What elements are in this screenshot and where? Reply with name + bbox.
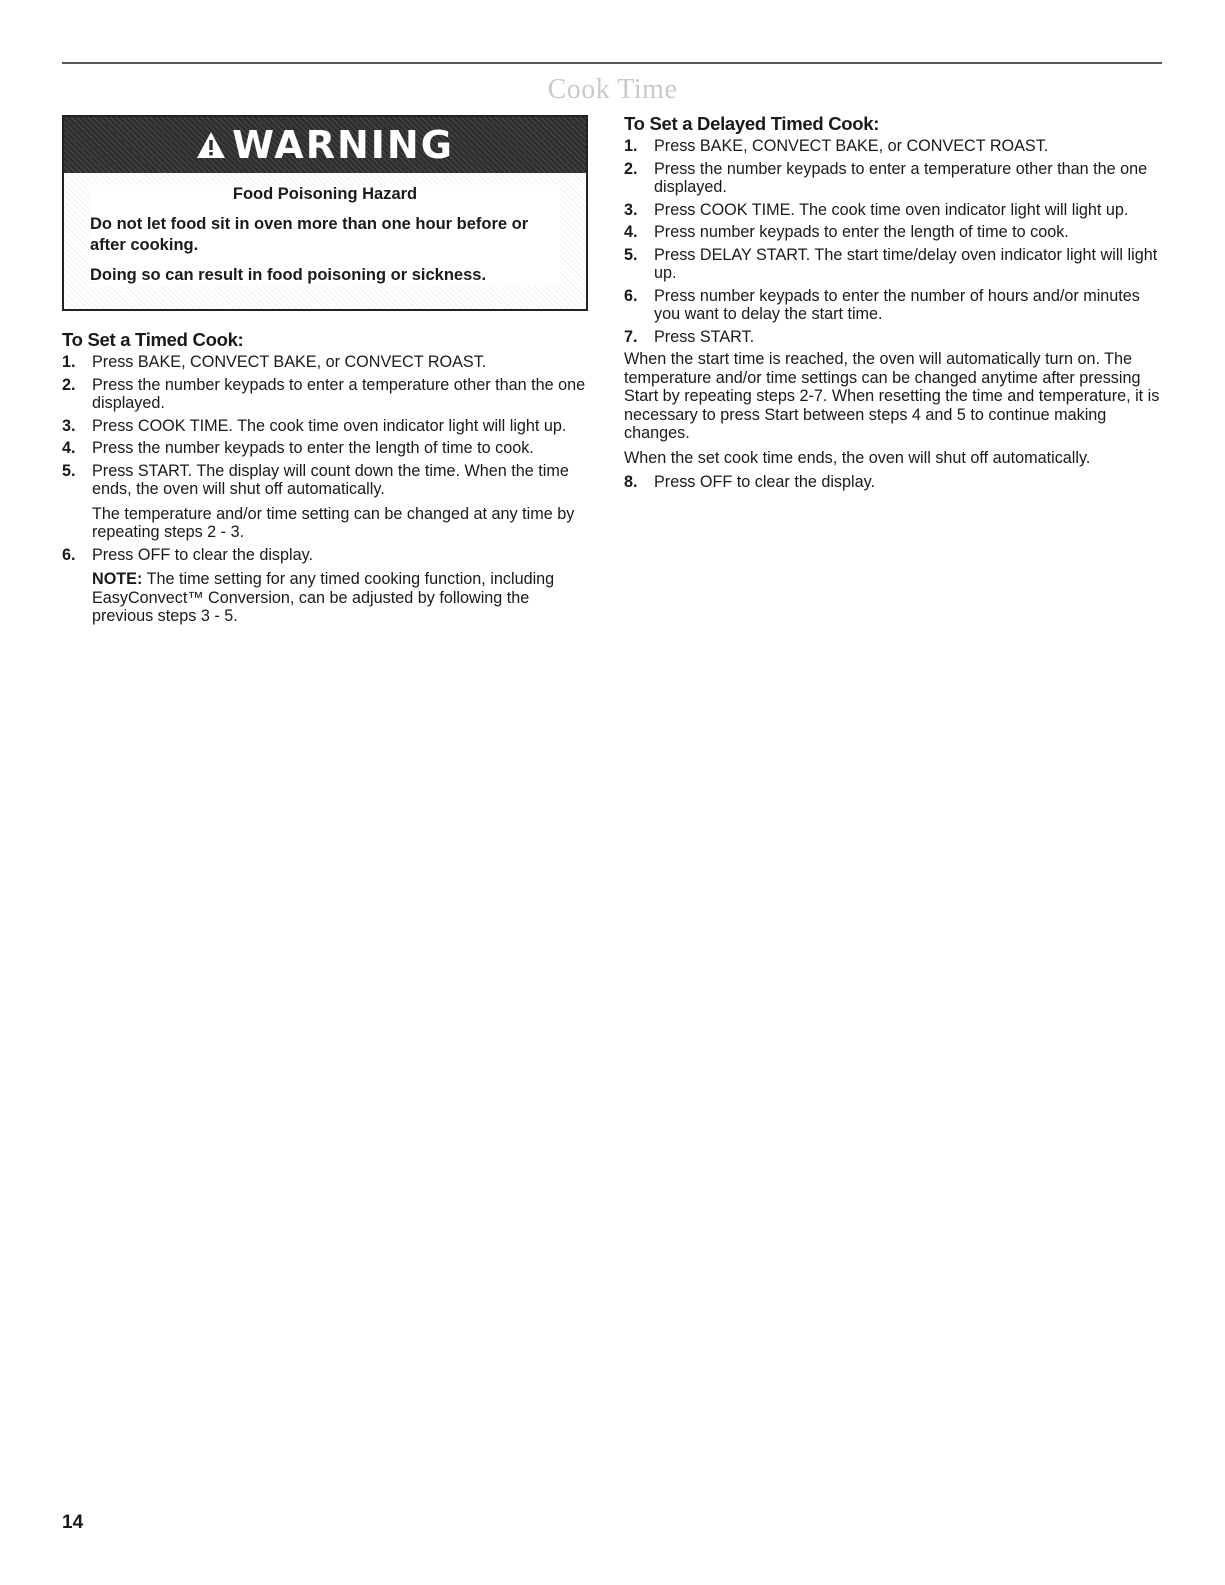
step-text: Press the number keypads to enter a temperature other than the one displayed. xyxy=(654,159,1148,196)
step-number: 5. xyxy=(624,245,638,264)
hazard-title: Food Poisoning Hazard xyxy=(232,185,418,203)
note xyxy=(92,570,592,626)
step-text: Press BAKE, CONVECT BAKE, or CONVECT ROAST. xyxy=(92,353,487,371)
step-number: 6. xyxy=(62,545,76,564)
warning-body xyxy=(64,173,586,309)
top-rule xyxy=(62,62,1162,64)
note-text: The time setting for any timed cooking function, including EasyConvect™ Conversion, can be adjusted by following the previous steps 3 - 5. xyxy=(92,570,555,625)
page-title: Cook Time xyxy=(547,74,678,105)
warning-label: WARNING xyxy=(232,123,454,167)
step-text: Press COOK TIME. The cook time oven indicator light will light up. xyxy=(654,200,1129,219)
step-number: 5. xyxy=(62,461,76,480)
step-number: 4. xyxy=(62,439,76,457)
list-item xyxy=(624,328,1164,347)
list-item xyxy=(62,462,592,542)
step-number: 7. xyxy=(624,327,638,346)
list-item xyxy=(624,223,1164,242)
list-item xyxy=(624,160,1164,197)
page-number: 14 xyxy=(62,1512,84,1533)
right-column xyxy=(624,113,1164,496)
list-item xyxy=(62,439,592,458)
delayed-cook-heading: To Set a Delayed Timed Cook: xyxy=(624,113,880,134)
step-text: Press number keypads to enter the number of hours and/or minutes you want to delay the start time. xyxy=(654,286,1140,323)
list-item xyxy=(624,201,1164,220)
delayed-cook-steps xyxy=(624,137,1164,346)
step-text: Press BAKE, CONVECT BAKE, or CONVECT ROAST. xyxy=(654,137,1049,155)
step-number: 2. xyxy=(624,159,638,178)
list-item xyxy=(62,376,592,413)
step-text: Press the number keypads to enter a temperature other than the one displayed. xyxy=(92,375,586,412)
timed-cook-steps xyxy=(62,353,592,626)
step-number: 4. xyxy=(624,223,638,241)
step-text: Press OFF to clear the display. xyxy=(92,545,314,564)
timed-cook-heading: To Set a Timed Cook: xyxy=(62,329,244,350)
list-item xyxy=(624,473,1164,492)
step-number: 3. xyxy=(624,200,638,219)
warning-triangle-icon xyxy=(196,130,226,160)
step-number: 8. xyxy=(624,473,638,491)
list-item xyxy=(62,546,592,626)
note-label: NOTE: xyxy=(92,570,143,588)
left-column xyxy=(62,115,592,630)
step-number: 2. xyxy=(62,375,76,394)
step-number: 1. xyxy=(62,353,76,371)
list-item xyxy=(62,417,592,436)
warning-box xyxy=(62,115,588,311)
step-text: Press START. The display will count down the time. When the time ends, the oven will shut off automatically. xyxy=(92,461,569,498)
delayed-cook-paragraph: When the start time is reached, the oven will automatically turn on. The temperature and/or time settings can be changed anytime after pressing Start by repeating steps 2-7. When resetting the time and temperature, it is necessary to press Start between steps 4 and 5 to continue making changes. xyxy=(624,350,1160,442)
warning-line: Doing so can result in food poisoning or sickness. xyxy=(90,266,487,284)
step-number: 3. xyxy=(62,416,76,435)
list-item xyxy=(624,246,1164,283)
warning-line: Do not let food sit in oven more than one hour before or after cooking. xyxy=(90,215,529,254)
list-item xyxy=(624,137,1164,156)
warning-header xyxy=(64,117,586,173)
step-subtext: The temperature and/or time setting can be changed at any time by repeating steps 2 - 3. xyxy=(92,504,575,541)
delayed-cook-paragraph: When the set cook time ends, the oven will shut off automatically. xyxy=(624,448,1091,467)
step-number: 1. xyxy=(624,137,638,155)
step-text: Press number keypads to enter the length of time to cook. xyxy=(654,223,1069,241)
step-text: Press START. xyxy=(654,327,755,346)
delayed-cook-final-step xyxy=(624,473,1164,492)
step-text: Press OFF to clear the display. xyxy=(654,473,876,491)
list-item xyxy=(62,353,592,372)
step-number: 6. xyxy=(624,286,638,305)
step-text: Press COOK TIME. The cook time oven indicator light will light up. xyxy=(92,416,567,435)
step-text: Press the number keypads to enter the length of time to cook. xyxy=(92,439,534,457)
list-item xyxy=(624,287,1164,324)
step-text: Press DELAY START. The start time/delay oven indicator light will light up. xyxy=(654,245,1158,282)
